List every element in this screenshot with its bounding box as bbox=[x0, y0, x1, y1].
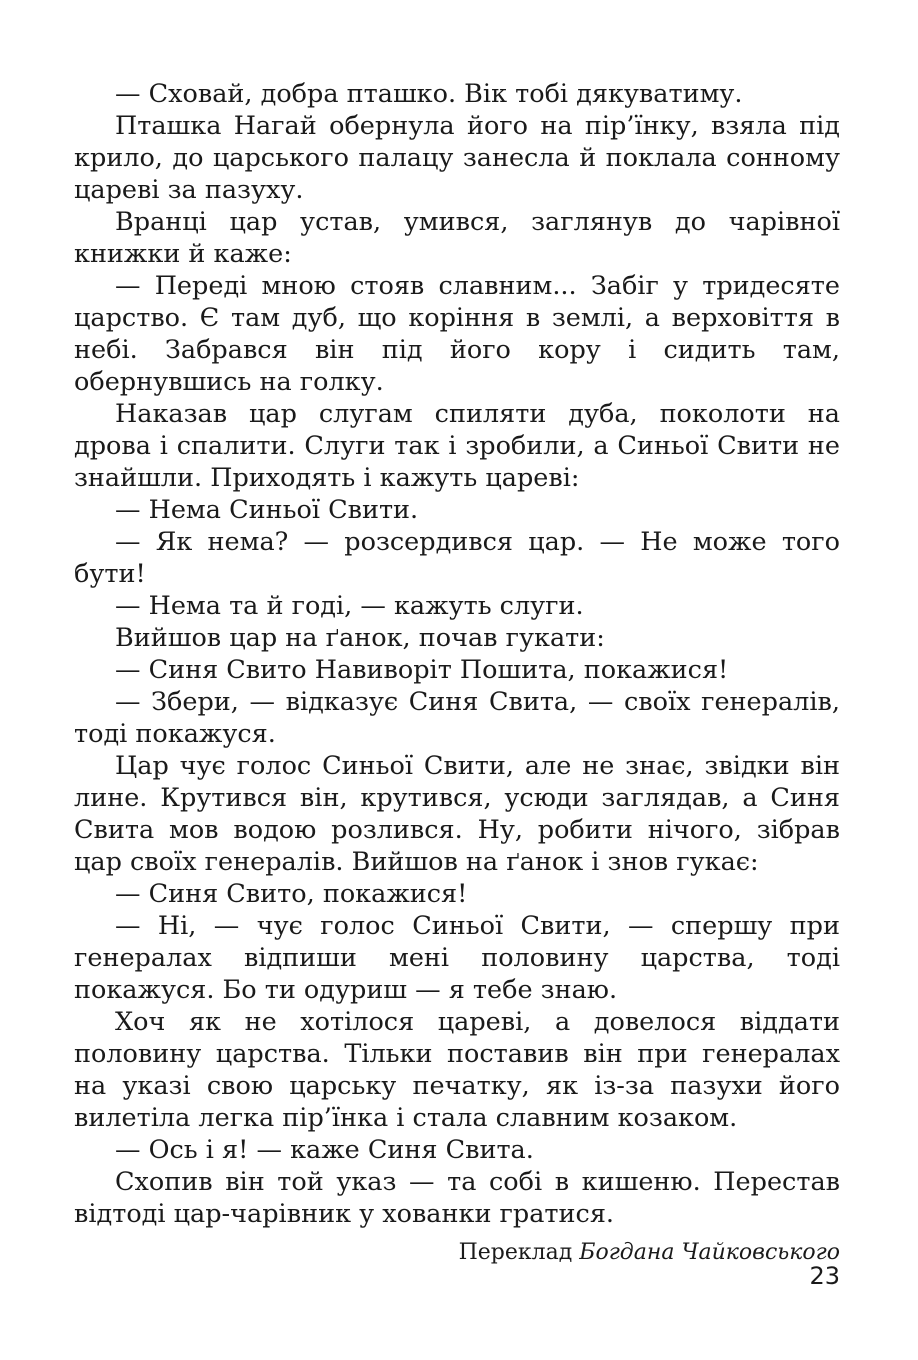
credit-author: Богдана Чайковського bbox=[579, 1240, 840, 1265]
paragraph: — Переді мною стояв славним... Забіг у тридесяте царство. Є там дуб, що коріння в землі, а верховіття в небі. Забрався він під його кору і сидить там, обернувшись на голку. bbox=[74, 271, 840, 397]
paragraph: — Як нема? — розсердився цар. — Не може того бути! bbox=[74, 527, 840, 589]
paragraph: — Сховай, добра пташко. Вік тобі дякуватиму. bbox=[115, 79, 743, 109]
page-body bbox=[74, 78, 840, 1268]
paragraph: — Збери, — відказує Синя Свита, — своїх генералів, тоді покажуся. bbox=[74, 687, 840, 749]
paragraph: Цар чує голос Синьої Свити, але не знає, звідки він лине. Крутився він, крутився, усюди заглядав, а Синя Свита мов водою розлився. Ну, робити нічого, зібрав цар своїх генералів. Вийшов на ґанок і знов гукає: bbox=[74, 751, 840, 877]
credit-prefix: Переклад bbox=[458, 1240, 573, 1265]
paragraph: Вийшов цар на ґанок, почав гукати: bbox=[115, 623, 605, 653]
paragraph: — Синя Свито Навиворіт Пошита, покажися! bbox=[115, 655, 729, 685]
paragraph: Наказав цар слугам спиляти дуба, поколоти на дрова і спалити. Слуги так і зробили, а Синьої Свити не знайшли. Приходять і кажуть цареві: bbox=[74, 399, 840, 493]
paragraph: — Ні, — чує голос Синьої Свити, — спершу при генералах відпиши мені половину царства, тоді покажуся. Бо ти одуриш — я тебе знаю. bbox=[74, 911, 840, 1005]
paragraph: Схопив він той указ — та собі в кишеню. Перестав відтоді цар-чарівник у хованки гратися. bbox=[74, 1167, 840, 1229]
paragraph: Пташка Нагай обернула його на пір’їнку, взяла під крило, до царського палацу занесла й поклала сонному цареві за пазуху. bbox=[74, 111, 840, 205]
translation-credit bbox=[74, 1238, 840, 1268]
page-number: 23 bbox=[809, 1262, 840, 1290]
paragraph: Вранці цар устав, умився, заглянув до чарівної книжки й каже: bbox=[74, 207, 840, 269]
paragraph: — Синя Свито, покажися! bbox=[115, 879, 468, 909]
paragraph: — Нема Синьої Свити. bbox=[115, 495, 419, 525]
paragraph: — Ось і я! — каже Синя Свита. bbox=[115, 1135, 534, 1165]
paragraph: — Нема та й годі, — кажуть слуги. bbox=[115, 591, 584, 621]
paragraph: Хоч як не хотілося цареві, а довелося віддати половину царства. Тільки поставив він при генералах на указі свою царську печатку, як із-за пазухи його вилетіла легка пір’їнка і стала славним козаком. bbox=[74, 1007, 840, 1133]
